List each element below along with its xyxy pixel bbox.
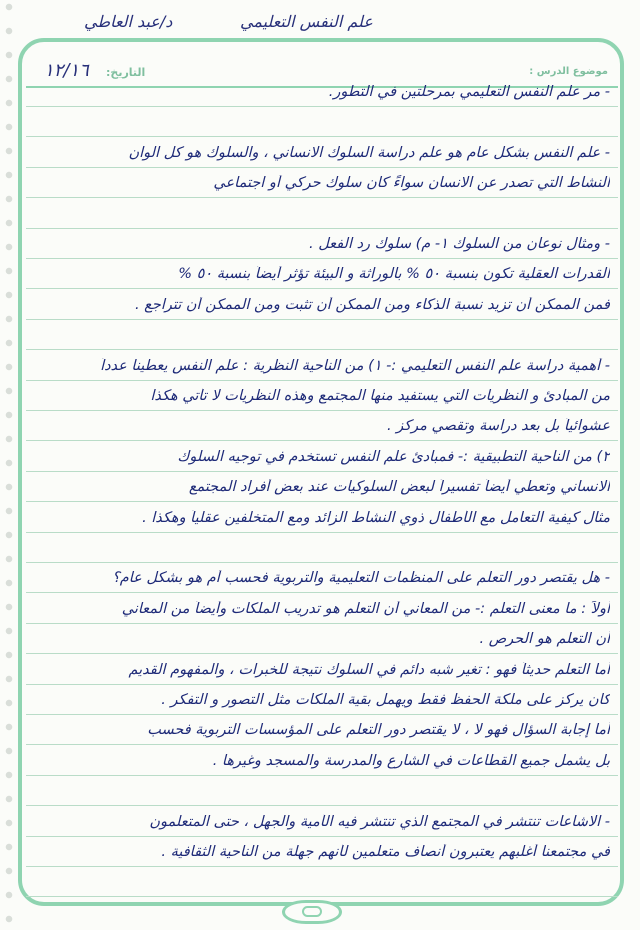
- ruled-line: [26, 471, 618, 472]
- handwritten-line: في مجتمعنا أغلبهم يعتبرون أنصاف متعلمين لأنهم جهلة من الناحية الثقافية .: [161, 844, 610, 860]
- ruled-line: [26, 532, 618, 533]
- handwritten-line: - أهمية دراسة علم النفس التعليمي :- ١) من الناحية النظرية : علم النفس يعطينا عدداً: [100, 358, 610, 374]
- ruled-line: [26, 136, 618, 137]
- handwritten-line: النشاط التي تصدر عن الانسان سواءً كان سلوك حركي أو اجتماعي: [213, 175, 610, 191]
- ruled-line: [26, 501, 618, 502]
- handwritten-line: - ومثال نوعان من السلوك ١- م) سلوك رد الفعل .: [309, 236, 610, 252]
- ruled-line: [26, 836, 618, 837]
- handwritten-line: الانساني وتعطي أيضاً تفسيراً لبعض السلوكيات عند بعض أفراد المجتمع: [188, 479, 610, 495]
- handwritten-line: بل يشمل جميع القطاعات في الشارع والمدرسة والمسجد وغيرها .: [212, 753, 610, 769]
- ruled-line: [26, 866, 618, 867]
- handwritten-line: أولاً : ما معنى التعلم :- من المعاني أن التعلم هو تدريب الملكات وأيضاً من المعاني: [121, 601, 610, 617]
- ruled-line: [26, 197, 618, 198]
- ruled-line: [26, 684, 618, 685]
- ruled-line: [26, 319, 618, 320]
- ruled-line: [26, 228, 618, 229]
- ruled-line: [26, 896, 618, 897]
- date-label: التاريخ:: [106, 66, 146, 79]
- ruled-line: [26, 380, 618, 381]
- handwritten-line: أما التعلم حديثاً فهو : تغير شبه دائم في السلوك نتيجة للخبرات ، والمفهوم القديم: [128, 662, 610, 678]
- page-title: علم النفس التعليمي: [240, 12, 373, 31]
- handwritten-line: - الاشاعات تنتشر في المجتمع الذي تنتشر فيه الأمية والجهل ، حتى المتعلمون: [149, 814, 610, 830]
- ruled-line: [26, 349, 618, 350]
- handwritten-line: - علم النفس بشكل عام هو علم دراسة السلوك الانساني ، والسلوك هو كل الوان: [128, 145, 610, 161]
- handwritten-line: أن التعلم هو الحرص .: [479, 631, 610, 647]
- subject-label: موضوع الدرس :: [529, 66, 608, 77]
- ruled-line: [26, 167, 618, 168]
- ruled-line: [26, 288, 618, 289]
- handwritten-line: عشوائياً بل بعد دراسة وتقصي مركز .: [387, 418, 610, 434]
- ruled-line: [26, 714, 618, 715]
- ruled-line: [26, 805, 618, 806]
- handwritten-line: القدرات العقلية تكون بنسبة ٥٠ % بالوراثة و البيئة تؤثر أيضاً بنسبة ٥٠ %: [178, 266, 610, 282]
- ruled-line: [26, 410, 618, 411]
- frame-ornament-center: [302, 906, 322, 917]
- ruled-line: [26, 562, 618, 563]
- handwritten-line: أما إجابة السؤال فهو لا ، لا يقتصر دور التعلم على المؤسسات التربوية فحسب: [147, 722, 610, 738]
- author-name: د/عبد العاطي: [84, 12, 173, 31]
- ruled-line: [26, 440, 618, 441]
- handwritten-line: - مر علم النفس التعليمي بمرحلتين في التطور.: [328, 84, 610, 100]
- handwritten-line: مثال كيفية التعامل مع الأطفال ذوي النشاط الزائد ومع المتخلفين عقلياً وهكذا .: [142, 510, 610, 526]
- ruled-line: [26, 592, 618, 593]
- ruled-line: [26, 775, 618, 776]
- handwritten-line: فمن الممكن أن تزيد نسبة الذكاء ومن الممكن أن تثبت ومن الممكن أن تتراجع .: [134, 297, 610, 313]
- ruled-line: [26, 106, 618, 107]
- handwritten-line: من المبادئ و النظريات التي يستفيد منها المجتمع وهذه النظريات لا تأتي هكذا: [150, 388, 610, 404]
- ruled-line: [26, 744, 618, 745]
- handwritten-line: كان يركز على ملكة الحفظ فقط ويهمل بقية الملكات مثل التصور و التفكر .: [161, 692, 610, 708]
- ruled-line: [26, 653, 618, 654]
- date-value: ١٢/١٦: [44, 60, 89, 81]
- ruled-line: [26, 258, 618, 259]
- ruled-line: [26, 623, 618, 624]
- spiral-binding: [2, 0, 16, 930]
- handwritten-line: - هل يقتصر دور التعلم على المنظمات التعليمية والتربوية فحسب أم هو بشكل عام؟: [112, 570, 610, 586]
- handwritten-line: ٢) من الناحية التطبيقية :- فمبادئ علم النفس تستخدم في توجيه السلوك: [177, 449, 610, 465]
